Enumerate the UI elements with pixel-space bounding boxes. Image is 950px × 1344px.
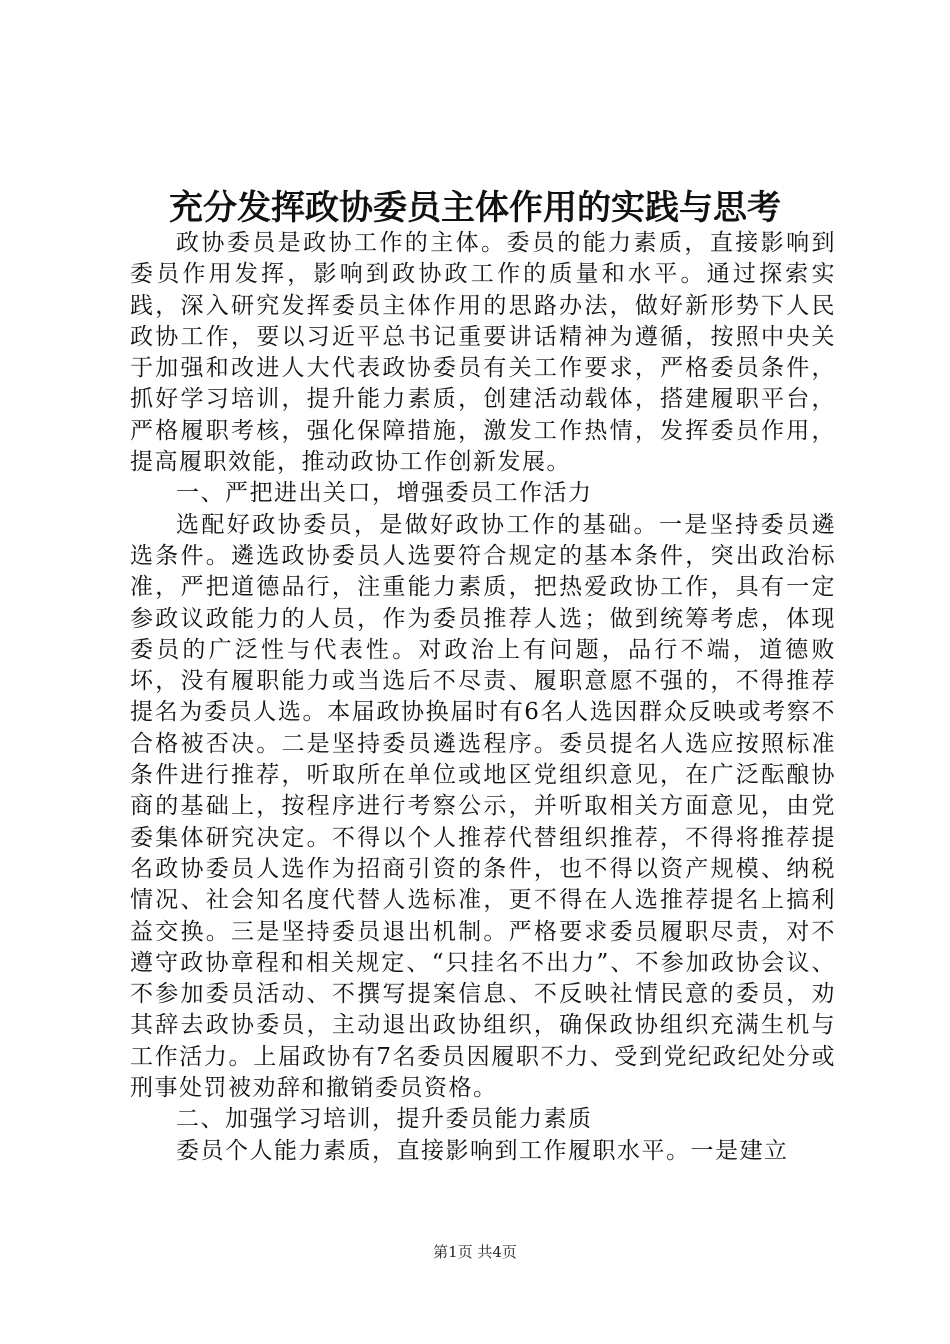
section-heading-1: 一、严把进出关口，增强委员工作活力 (176, 480, 593, 507)
paragraph-section-2: 委员个人能力素质，直接影响到工作履职水平。一是建立 (176, 1137, 789, 1164)
page-title: 充分发挥政协委员主体作用的实践与思考 (169, 188, 781, 228)
document-body (130, 228, 836, 1167)
section-heading-2: 二、加强学习培训，提升委员能力素质 (176, 1106, 593, 1133)
paragraph-section-1: 选配好政协委员，是做好政协工作的基础。一是坚持委员遴选条件。遴选政协委员人选要符合规定的基本条件，突出政治标准，严把道德品行，注重能力素质，把热爱政协工作，具有一定参政议政能力的人员，作为委员推荐人选；做到统筹考虑，体现委员的广泛性与代表性。对政治上有问题，品行不端，道德败坏，没有履职能力或当选后不尽责、履职意愿不强的，不得推荐提名为委员人选。本届政协换届时有6名人选因群众反映或考察不合格被否决。二是坚持委员遴选程序。委员提名人选应按照标准条件进行推荐，听取所在单位或地区党组织意见，在广泛酝酿协商的基础上，按程序进行考察公示，并听取相关方面意见，由党委集体研究决定。不得以个人推荐代替组织推荐，不得将推荐提名政协委员人选作为招商引资的条件，也不得以资产规模、纳税情况、社会知名度代替人选标准，更不得在人选推荐提名上搞利益交换。三是坚持委员退出机制。严格要求委员履职尽责，对不遵守政协章程和相关规定、“只挂名不出力”、不参加政协会议、不参加委员活动、不撰写提案信息、不反映社情民意的委员，劝其辞去政协委员，主动退出政协组织，确保政协组织充满生机与工作活力。上届政协有7名委员因履职不力、受到党纪政纪处分或刑事处罚被劝辞和撤销委员资格。 (130, 511, 836, 1102)
page-number-footer: 第1页 共4页 (433, 1243, 517, 1261)
paragraph-intro: 政协委员是政协工作的主体。委员的能力素质，直接影响到委员作用发挥，影响到政协政工作的质量和水平。通过探索实践，深入研究发挥委员主体作用的思路办法，做好新形势下人民政协工作，要以习近平总书记重要讲话精神为遵循，按照中央关于加强和改进人大代表政协委员有关工作要求，严格委员条件，抓好学习培训，提升能力素质，创建活动载体，搭建履职平台，严格履职考核，强化保障措施，激发工作热情，发挥委员作用，提高履职效能，推动政协工作创新发展。 (130, 230, 836, 476)
